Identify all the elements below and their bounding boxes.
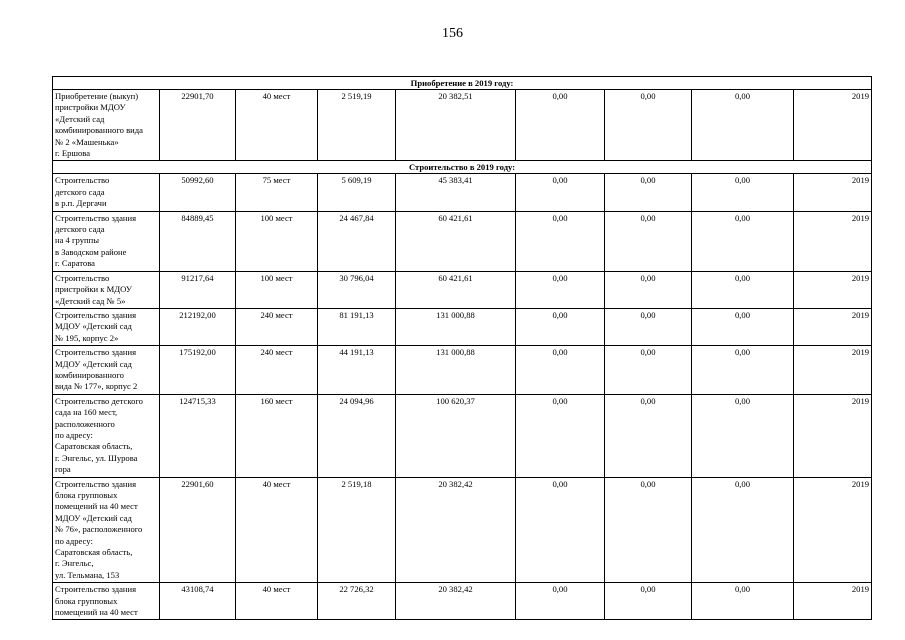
value-cell: 24 094,96 [318, 394, 396, 477]
value-cell: 0,00 [692, 271, 794, 308]
capacity-cell: 100 мест [236, 271, 318, 308]
value-cell: 24 467,84 [318, 211, 396, 271]
section-title: Приобретение в 2019 году: [53, 77, 872, 90]
cost-cell: 124715,33 [160, 394, 236, 477]
value-cell: 131 000,88 [396, 308, 516, 345]
row-name-cell: Строительство здания блока групповых помещений на 40 мест [53, 583, 160, 620]
year-cell: 2019 [794, 211, 872, 271]
value-cell: 81 191,13 [318, 308, 396, 345]
table-row [53, 271, 872, 308]
value-cell: 100 620,37 [396, 394, 516, 477]
value-cell: 0,00 [605, 90, 692, 161]
row-name-cell: Строительство детского сада в р.п. Дергачи [53, 174, 160, 211]
year-cell: 2019 [794, 308, 872, 345]
value-cell: 2 519,19 [318, 90, 396, 161]
value-cell: 0,00 [516, 394, 605, 477]
value-cell: 5 609,19 [318, 174, 396, 211]
value-cell: 0,00 [605, 271, 692, 308]
value-cell: 20 382,51 [396, 90, 516, 161]
cost-cell: 22901,70 [160, 90, 236, 161]
capacity-cell: 240 мест [236, 308, 318, 345]
row-name-cell: Строительство здания блока групповых помещений на 40 мест МДОУ «Детский сад № 76», расположенного по адресу: Саратовская область, г. Энгельс, ул. Тельмана, 153 [53, 477, 160, 583]
value-cell: 20 382,42 [396, 477, 516, 583]
value-cell: 0,00 [516, 583, 605, 620]
table-row [53, 477, 872, 583]
capacity-cell: 40 мест [236, 583, 318, 620]
value-cell: 0,00 [605, 211, 692, 271]
value-cell: 45 383,41 [396, 174, 516, 211]
year-cell: 2019 [794, 346, 872, 395]
row-name-cell: Строительство детского сада на 160 мест, расположенного по адресу: Саратовская область, г. Энгельс, ул. Шурова гора [53, 394, 160, 477]
row-name-cell: Приобретение (выкуп) пристройки МДОУ «Детский сад комбинированного вида № 2 «Машенька» г. Ершова [53, 90, 160, 161]
table-row [53, 583, 872, 620]
cost-cell: 212192,00 [160, 308, 236, 345]
value-cell: 0,00 [516, 477, 605, 583]
year-cell: 2019 [794, 174, 872, 211]
value-cell: 0,00 [605, 308, 692, 345]
table-row [53, 90, 872, 161]
value-cell: 0,00 [692, 211, 794, 271]
value-cell: 0,00 [692, 394, 794, 477]
value-cell: 0,00 [516, 174, 605, 211]
row-name-cell: Строительство здания детского сада на 4 группы в Заводском районе г. Саратова [53, 211, 160, 271]
value-cell: 2 519,18 [318, 477, 396, 583]
year-cell: 2019 [794, 90, 872, 161]
value-cell: 0,00 [692, 583, 794, 620]
value-cell: 0,00 [692, 174, 794, 211]
table-row [53, 346, 872, 395]
capacity-cell: 40 мест [236, 90, 318, 161]
year-cell: 2019 [794, 394, 872, 477]
value-cell: 44 191,13 [318, 346, 396, 395]
cost-cell: 22901,60 [160, 477, 236, 583]
value-cell: 0,00 [692, 477, 794, 583]
value-cell: 0,00 [605, 174, 692, 211]
value-cell: 0,00 [692, 90, 794, 161]
construction-table [52, 76, 872, 620]
year-cell: 2019 [794, 583, 872, 620]
value-cell: 20 382,42 [396, 583, 516, 620]
cost-cell: 43108,74 [160, 583, 236, 620]
capacity-cell: 160 мест [236, 394, 318, 477]
value-cell: 131 000,88 [396, 346, 516, 395]
value-cell: 0,00 [692, 346, 794, 395]
year-cell: 2019 [794, 477, 872, 583]
capacity-cell: 240 мест [236, 346, 318, 395]
value-cell: 0,00 [605, 346, 692, 395]
capacity-cell: 100 мест [236, 211, 318, 271]
section-title: Строительство в 2019 году: [53, 161, 872, 174]
value-cell: 0,00 [605, 477, 692, 583]
table-row [53, 174, 872, 211]
section-header-row [53, 77, 872, 90]
value-cell: 60 421,61 [396, 211, 516, 271]
year-cell: 2019 [794, 271, 872, 308]
cost-cell: 175192,00 [160, 346, 236, 395]
value-cell: 22 726,32 [318, 583, 396, 620]
page-number: 156 [442, 26, 463, 41]
value-cell: 0,00 [516, 308, 605, 345]
row-name-cell: Строительство здания МДОУ «Детский сад комбинированного вида № 177», корпус 2 [53, 346, 160, 395]
value-cell: 0,00 [516, 271, 605, 308]
value-cell: 0,00 [605, 394, 692, 477]
cost-cell: 50992,60 [160, 174, 236, 211]
value-cell: 0,00 [516, 90, 605, 161]
row-name-cell: Строительство здания МДОУ «Детский сад № 195, корпус 2» [53, 308, 160, 345]
row-name-cell: Строительство пристройки к МДОУ «Детский сад № 5» [53, 271, 160, 308]
table-row [53, 308, 872, 345]
cost-cell: 84889,45 [160, 211, 236, 271]
value-cell: 0,00 [605, 583, 692, 620]
value-cell: 0,00 [516, 346, 605, 395]
value-cell: 30 796,04 [318, 271, 396, 308]
value-cell: 0,00 [516, 211, 605, 271]
cost-cell: 91217,64 [160, 271, 236, 308]
value-cell: 60 421,61 [396, 271, 516, 308]
capacity-cell: 40 мест [236, 477, 318, 583]
capacity-cell: 75 мест [236, 174, 318, 211]
section-header-row [53, 161, 872, 174]
table-row [53, 211, 872, 271]
table-row [53, 394, 872, 477]
value-cell: 0,00 [692, 308, 794, 345]
